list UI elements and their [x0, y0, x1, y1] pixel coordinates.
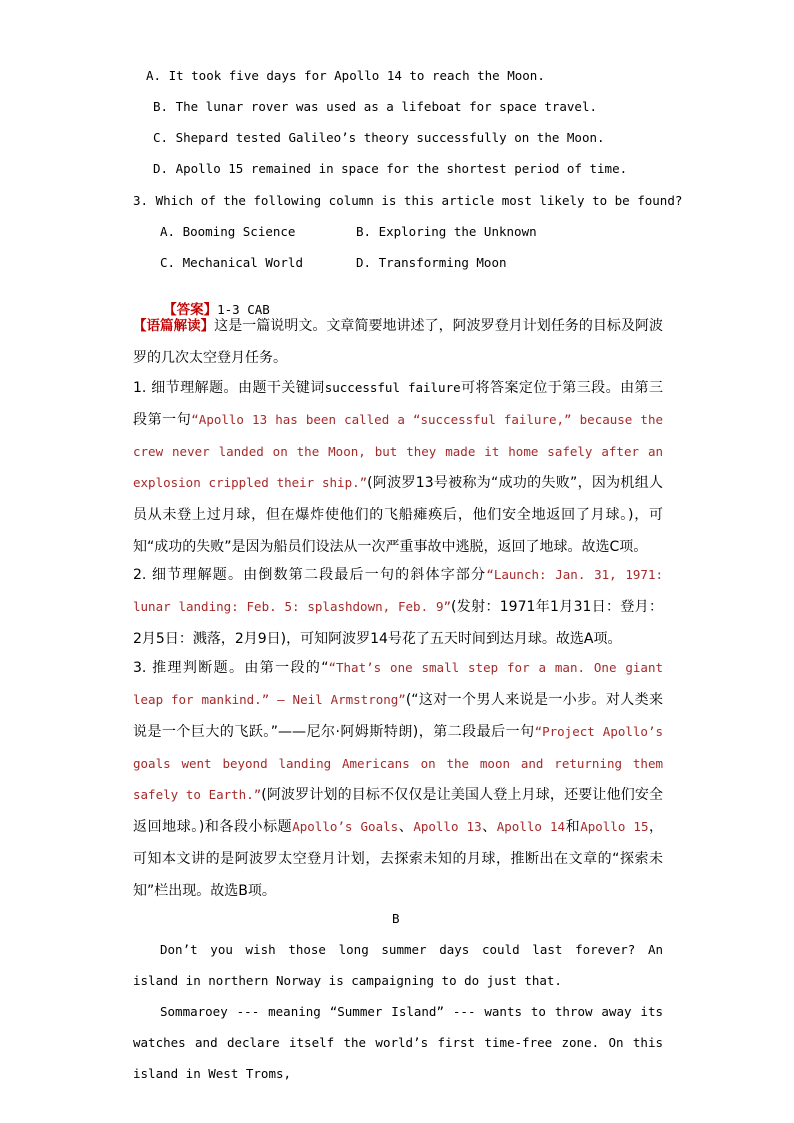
analysis-label: 【语篇解读】 [133, 318, 215, 334]
explain3-heading-goals: Apollo’s Goals [292, 819, 399, 834]
section-b-paragraph-2: Sommaroey --- meaning “Summer Island” --- wants to throw away its watches and declare itself the world’s first time-free zone. On this island in West Troms, [133, 1004, 663, 1081]
q3-option-c: C. Mechanical World [160, 255, 303, 270]
q3-option-d: D. Transforming Moon [356, 255, 507, 270]
explain2-intro: 2. 细节理解题。由倒数第二段最后一句的斜体字部分 [133, 567, 487, 583]
q3-option-a: A. Booming Science [160, 224, 296, 239]
explain3-headings-intro: (阿波罗计划的目标不仅仅是让美国人登上月球，还要让他们安全返回地球。)和各段小标题 [133, 787, 663, 835]
explain3-heading-apollo15: Apollo 15 [580, 819, 649, 834]
explain3-translation: (“这对一个男人来说是一小步。对人类来说是一个巨大的飞跃。”——尼尔·阿姆斯特朗)，第二段最后一句 [133, 692, 663, 740]
q3-question: 3. Which of the following column is this article most likely to be found? [133, 193, 683, 208]
explain3-heading-apollo13: Apollo 13 [413, 819, 482, 834]
explain1-conclusion: (阿波罗13号被称为“成功的失败”，因为机组人员从未登上过月球，但在爆炸使他们的飞船瘫痪后，他们安全地返回了月球。)，可知“成功的失败”是因为船员们设法从一次严重事故中逃脱，返回了地球。故选C项。 [133, 475, 664, 555]
explain2-conclusion: (发射：1971年1月31日：登月：2月5日：溅落，2月9日)，可知阿波罗14号花了五天时间到达月球。故选A项。 [133, 599, 664, 647]
explain3-quote2: “Project Apollo’s goals went beyond landing Americans on the moon and returning them safely to Earth.” [133, 724, 663, 802]
explain2-quote: “Launch: Jan. 31, 1971: lunar landing: Feb. 5: splashdown, Feb. 9” [133, 567, 663, 614]
q2-option-a: A. It took five days for Apollo 14 to reach the Moon. [146, 68, 545, 83]
explanation-1 [133, 372, 663, 563]
explain3-sep2: 、 [481, 819, 497, 835]
explain3-quote1: “That’s one small step for a man. One giant leap for mankind.” — Neil Armstrong” [133, 660, 664, 707]
answer-label: 【答案】 [163, 302, 218, 318]
explanation-2 [133, 559, 663, 655]
section-b-paragraph-1: Don’t you wish those long summer days could last forever? An island in northern Norway is campaigning to do just that. [133, 942, 663, 988]
section-b-heading: B [392, 911, 400, 926]
explain1-quote: “Apollo 13 has been called a “successful failure,” because the crew never landed on the Moon, but they made it home safely after an explosion crippled their ship.” [133, 412, 663, 490]
explanation-3 [133, 652, 663, 907]
explain3-and: 和 [565, 819, 581, 835]
q2-option-b: B. The lunar rover was used as a lifeboat for space travel. [153, 99, 598, 114]
analysis-text: 这是一篇说明文。文章简要地讲述了，阿波罗登月计划任务的目标及阿波罗的几次太空登月任务。 [133, 318, 664, 366]
answer-value: 1-3 CAB [217, 302, 270, 317]
explain3-heading-apollo14: Apollo 14 [496, 819, 566, 834]
q3-option-b: B. Exploring the Unknown [356, 224, 537, 239]
q2-option-c: C. Shepard tested Galileo’s theory successfully on the Moon. [153, 130, 605, 145]
explain3-intro: 3. 推理判断题。由第一段的“ [133, 660, 329, 676]
explain1-keyword: successful failure [324, 380, 461, 395]
explain1-locate: 可将答案定位于第三段。由第三段第一句 [133, 380, 663, 428]
analysis-block [133, 310, 663, 374]
q2-option-d: D. Apollo 15 remained in space for the shortest period of time. [153, 161, 628, 176]
explain1-intro: 1. 细节理解题。由题干关键词 [133, 380, 325, 396]
explain3-sep1: 、 [398, 819, 414, 835]
explain3-conclusion: ，可知本文讲的是阿波罗太空登月计划，去探索未知的月球，推断出在文章的“探索未知”栏出现。故选B项。 [133, 819, 664, 899]
